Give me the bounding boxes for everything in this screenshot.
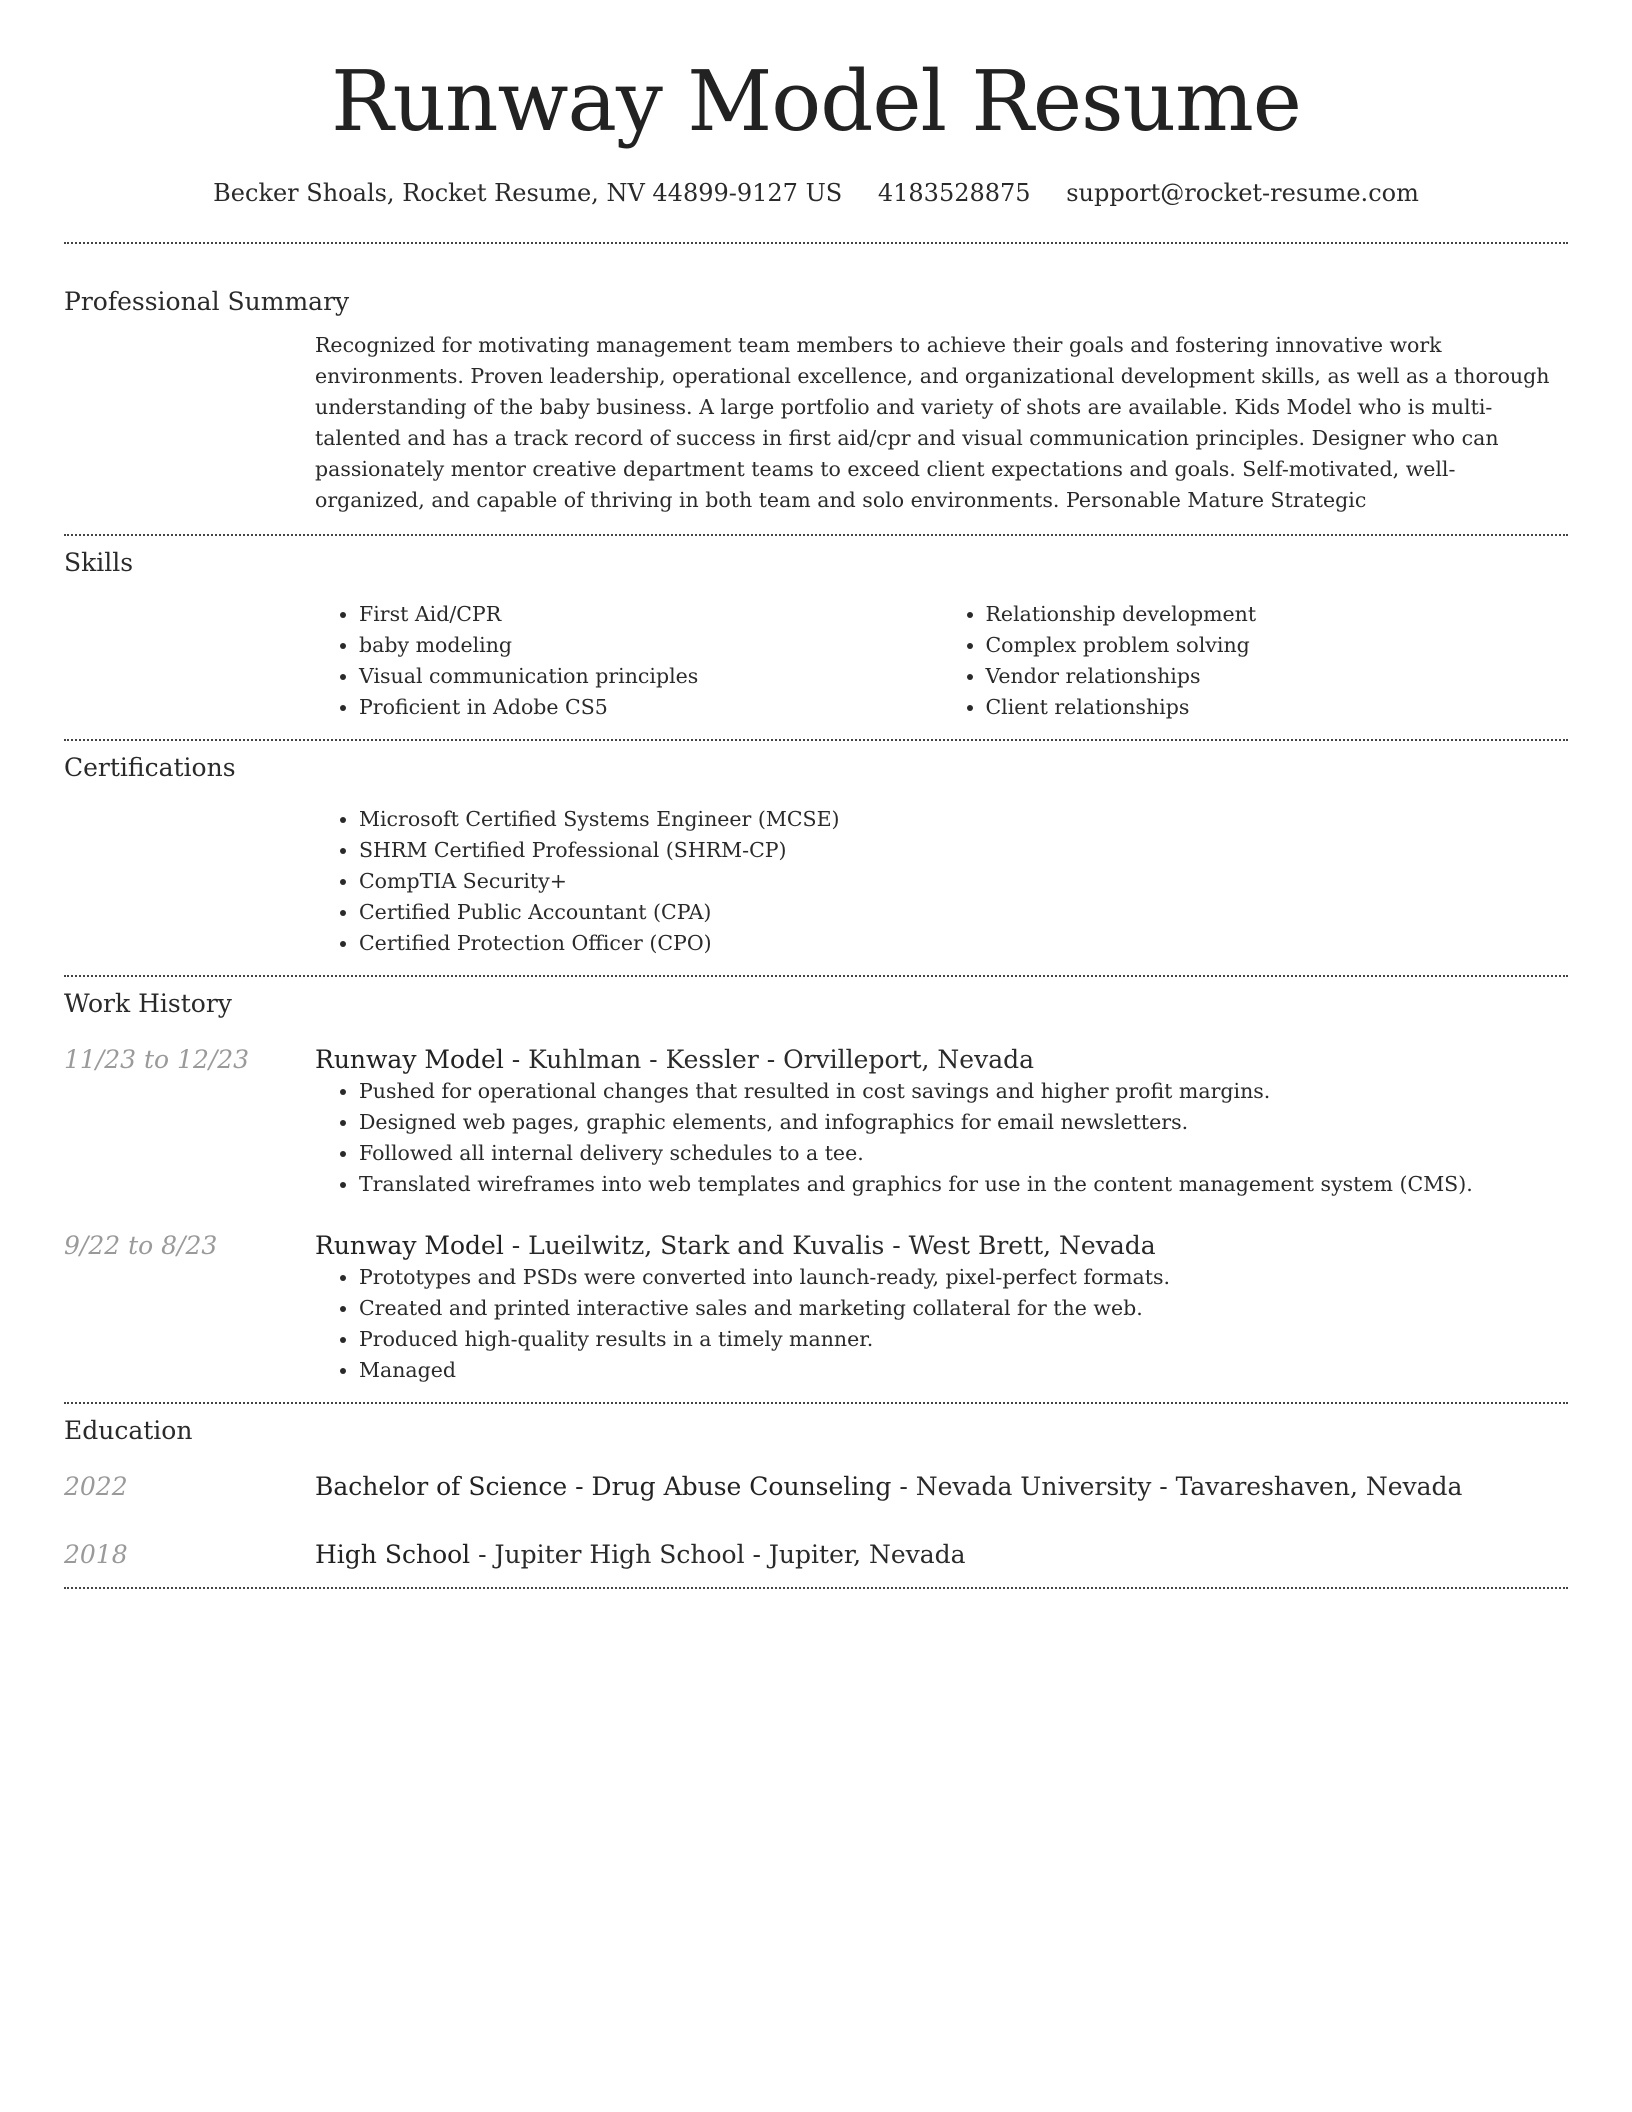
job-bullet: • Prototypes and PSDs were converted into launch-ready, pixel-perfect formats. [359,1262,1568,1293]
certification-item: • Certified Protection Officer (CPO) [359,928,1568,959]
divider [64,975,1568,977]
job-role: Runway Model [315,1045,504,1074]
divider [64,1402,1568,1404]
education-heading-line [315,1539,1568,1571]
job-bullet: • Produced high-quality results in a timely manner. [359,1324,1568,1355]
job-heading [315,1230,1568,1262]
job-bullets [315,1076,1568,1200]
education-entry [64,1471,1568,1503]
education-degree: Bachelor of Science - Drug Abuse Counseling [315,1472,892,1501]
skills-list-right [942,599,1569,723]
contact-email: support@rocket-resume.com [1066,179,1419,207]
job-entry [64,1230,1568,1386]
education-heading-line [315,1471,1568,1503]
skill-item: • baby modeling [359,630,942,661]
job-dates: 11/23 to 12/23 [64,1045,250,1074]
resume-page [64,0,1568,1589]
skills-columns [315,599,1568,723]
job-entry [64,1044,1568,1200]
job-bullet: • Managed [359,1355,1568,1386]
divider [64,1587,1568,1589]
divider [64,242,1568,244]
job-bullet: • Created and printed interactive sales and marketing collateral for the web. [359,1293,1568,1324]
contact-phone: 4183528875 [877,179,1031,207]
job-employer: - Kuhlman - Kessler - Orvilleport, Nevada [503,1045,1035,1074]
work-history-heading: Work History [64,989,232,1018]
skills-list-left [315,599,942,723]
job-dates: 9/22 to 8/23 [64,1231,218,1260]
divider [64,534,1568,536]
education-heading: Education [64,1416,193,1445]
summary-section [64,286,1568,516]
skill-item: • Vendor relationships [986,661,1569,692]
job-role: Runway Model [315,1231,504,1260]
certification-item: • CompTIA Security+ [359,866,1568,897]
summary-text: Recognized for motivating management team members to achieve their goals and fostering innovative work environments. Proven leadership, operational excellence, and organizational development skills, as well as a thorough understanding of the baby business. A large portfolio and variety of shots are available. Kids Model who is multi-talented and has a track record of success in first aid/cpr and visual communication principles. Designer who can passionately mentor creative department teams to exceed client expectations and goals. Self-motivated, well-organized, and capable of thriving in both team and solo environments. Personable Mature Strategic [315,333,1550,512]
skill-item: • Proficient in Adobe CS5 [359,692,942,723]
skill-item: • Complex problem solving [986,630,1569,661]
certifications-section [64,752,1568,959]
certifications-list-wrap [315,804,1568,959]
certifications-list [315,804,1568,959]
job-body [315,1230,1568,1386]
skill-item: • Client relationships [986,692,1569,723]
job-body [315,1044,1568,1200]
divider [64,739,1568,741]
job-bullet: • Pushed for operational changes that resulted in cost savings and higher profit margins. [359,1076,1568,1107]
skill-item: • Relationship development [986,599,1569,630]
job-employer: - Lueilwitz, Stark and Kuvalis - West Brett, Nevada [503,1231,1156,1260]
certifications-heading: Certifications [64,753,236,782]
education-section [64,1415,1568,1571]
job-bullets [315,1262,1568,1386]
resume-title: Runway Model Resume [331,53,1301,150]
education-entry [64,1539,1568,1571]
skill-item: • Visual communication principles [359,661,942,692]
education-school: - Nevada University - Tavareshaven, Nevada [891,1472,1463,1501]
education-year: 2022 [64,1472,128,1501]
skills-section [64,547,1568,723]
certification-item: • SHRM Certified Professional (SHRM-CP) [359,835,1568,866]
contact-line [64,178,1568,208]
education-degree: High School [315,1540,471,1569]
job-bullet: • Designed web pages, graphic elements, and infographics for email newsletters. [359,1107,1568,1138]
summary-heading: Professional Summary [64,287,350,316]
education-year: 2018 [64,1540,128,1569]
contact-address: Becker Shoals, Rocket Resume, NV 44899-9127 US [213,179,843,207]
certification-item: • Microsoft Certified Systems Engineer (MCSE) [359,804,1568,835]
job-bullet: • Translated wireframes into web templates and graphics for use in the content management system (CMS). [359,1169,1568,1200]
skills-heading: Skills [64,548,134,577]
job-bullet: • Followed all internal delivery schedules to a tee. [359,1138,1568,1169]
work-history-section [64,988,1568,1386]
job-heading [315,1044,1568,1076]
education-school: - Jupiter High School - Jupiter, Nevada [470,1540,966,1569]
skill-item: • First Aid/CPR [359,599,942,630]
certification-item: • Certified Public Accountant (CPA) [359,897,1568,928]
